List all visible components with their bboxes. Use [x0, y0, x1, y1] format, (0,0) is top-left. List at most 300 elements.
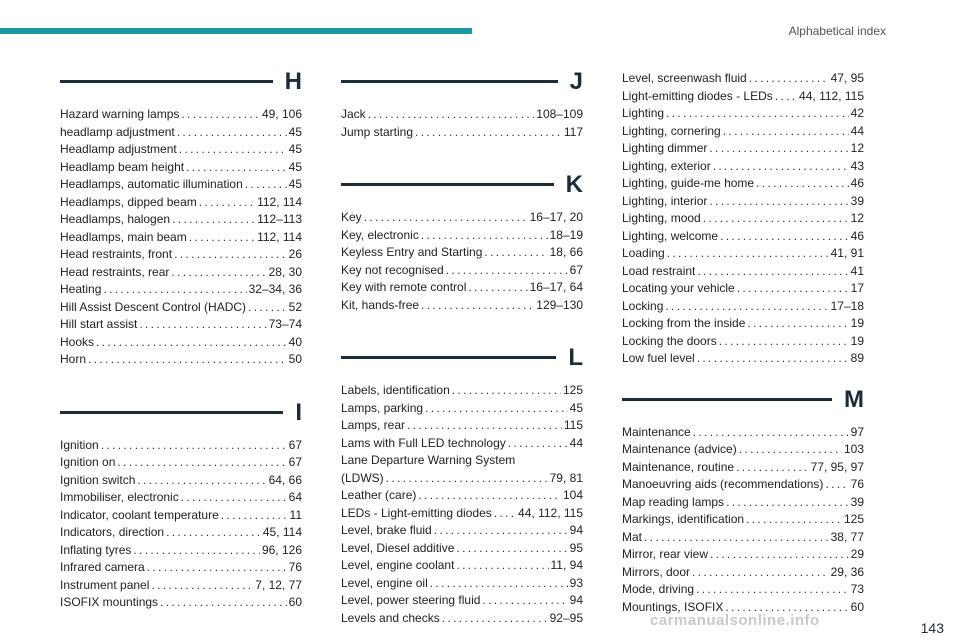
index-entry — [622, 158, 864, 176]
index-entry — [622, 333, 864, 351]
index-entry-page: 41, 91 — [830, 246, 864, 260]
index-entry-name: Hazard warning lamps — [60, 107, 180, 121]
index-entry-name: Lighting, mood — [622, 211, 701, 225]
index-entry — [341, 279, 583, 297]
dot-leader — [221, 507, 288, 525]
index-entry-name: LEDs - Light-emitting diodes — [341, 505, 492, 520]
index-entry-name: Maintenance, routine — [622, 459, 735, 474]
index-entry-name: Headlamps, main beam — [60, 229, 187, 244]
index-entry-name: Lighting, guide-me home — [622, 176, 755, 190]
index-entry-page: 44, 112, 115 — [799, 88, 864, 103]
index-entry — [341, 262, 583, 280]
dot-leader — [775, 88, 797, 106]
dot-leader — [166, 524, 261, 542]
index-entry-name: ISOFIX mountings — [60, 595, 159, 609]
index-entry — [60, 246, 302, 264]
index-entry-name: Lighting, interior — [622, 193, 708, 208]
index-entry-page: 45 — [288, 159, 302, 174]
section-divider — [341, 80, 558, 83]
dot-leader — [407, 417, 562, 435]
index-entry-page: 32–34, 36 — [248, 282, 302, 296]
index-entry — [622, 476, 864, 494]
index-entry-page: 18, 66 — [549, 245, 583, 259]
index-entry — [341, 540, 583, 558]
dot-leader — [186, 159, 287, 177]
section-heading — [622, 385, 864, 418]
index-entry-page: 19 — [850, 316, 864, 330]
dot-leader — [133, 542, 260, 560]
dot-leader — [245, 176, 287, 194]
index-entry — [622, 88, 864, 106]
dot-leader — [692, 564, 829, 582]
dot-leader — [117, 454, 286, 472]
index-entry-name: Leather (care) — [341, 488, 417, 502]
index-entry-name: Headlamp beam height — [60, 159, 185, 174]
dot-leader — [171, 264, 266, 282]
dot-leader — [756, 175, 849, 193]
index-entry — [341, 487, 583, 505]
dot-leader — [139, 316, 266, 334]
index-entry-name: (LDWS) — [341, 470, 384, 485]
index-entry-page: 79, 81 — [549, 470, 583, 485]
index-section — [60, 398, 302, 612]
index-entry — [341, 417, 583, 435]
dot-leader — [368, 106, 535, 124]
index-entry-name: Level, engine oil — [341, 575, 428, 590]
dot-leader — [484, 244, 547, 262]
dot-leader — [421, 297, 534, 315]
dot-leader — [88, 351, 287, 369]
index-entry-page: 76 — [850, 477, 864, 491]
index-entry — [60, 507, 302, 525]
index-entry-page: 112, 114 — [257, 229, 302, 244]
index-entry — [60, 176, 302, 194]
dot-leader — [442, 610, 548, 628]
index-entry — [341, 244, 583, 262]
section-heading — [341, 344, 583, 376]
index-entry-page: 44 — [569, 435, 583, 450]
index-entry — [622, 193, 864, 211]
index-entry — [60, 577, 302, 595]
index-entry — [622, 70, 864, 88]
index-entry — [622, 245, 864, 263]
index-entry-page: 94 — [569, 523, 583, 537]
section-heading — [341, 171, 583, 203]
index-entry-page: 11, 94 — [550, 558, 583, 572]
index-entry-page: 29 — [850, 547, 864, 561]
index-entry — [341, 400, 583, 418]
index-entry — [622, 564, 864, 582]
section-letter: I — [295, 398, 302, 426]
index-entry — [60, 299, 302, 317]
dot-leader — [160, 594, 287, 612]
index-entry-page: 104 — [562, 488, 583, 502]
dot-leader — [147, 559, 287, 577]
dot-leader — [746, 511, 842, 529]
dot-leader — [703, 210, 849, 228]
index-entry-page: 49, 106 — [261, 107, 302, 121]
index-entry-page: 67 — [569, 262, 583, 277]
index-entry-page: 39 — [850, 494, 864, 509]
dot-leader — [179, 141, 287, 159]
dot-leader — [101, 437, 287, 455]
index-entry — [341, 297, 583, 315]
index-entry-name: Hooks — [60, 334, 95, 349]
index-entry-name: Lighting dimmer — [622, 141, 708, 155]
dot-leader — [739, 441, 842, 459]
index-entry-name: Level, screenwash fluid — [622, 71, 747, 85]
index-entry-name: Key — [341, 210, 362, 224]
index-entry-name: Labels, identification — [341, 383, 450, 397]
index-entry-name: Indicator, coolant temperature — [60, 507, 219, 522]
index-entry-page: 44, 112, 115 — [518, 505, 583, 520]
index-entry — [60, 594, 302, 612]
index-entry-page: 76 — [288, 560, 302, 574]
index-entry-name: Key with remote control — [341, 280, 467, 294]
index-entry-page: 64, 66 — [268, 472, 302, 487]
section-letter: J — [569, 68, 583, 95]
index-entry-page: 67 — [288, 437, 302, 452]
index-entry-page: 45 — [569, 400, 583, 415]
dot-leader — [434, 522, 568, 540]
dot-leader — [825, 476, 848, 494]
index-entry-page: 43 — [850, 158, 864, 173]
dot-leader — [174, 246, 287, 264]
dot-leader — [723, 123, 849, 141]
index-entry-page: 60 — [850, 599, 864, 614]
index-entry-page: 117 — [563, 124, 583, 139]
index-entry-name: Lighting, cornering — [622, 123, 721, 138]
index-entry-name: Ignition — [60, 437, 99, 452]
index-entry-name: Low fuel level — [622, 351, 695, 365]
index-entry-page: 44 — [850, 123, 864, 138]
index-entry-name: Level, brake fluid — [341, 523, 432, 537]
index-entry-name: Load restraint — [622, 263, 696, 278]
index-entry — [60, 351, 302, 369]
index-entry-page: 89 — [850, 351, 864, 365]
index-entry-name: Lams with Full LED technology — [341, 435, 506, 450]
index-entry-page: 103 — [843, 442, 864, 456]
dot-leader — [482, 592, 567, 610]
dot-leader — [720, 228, 849, 246]
index-entry — [60, 334, 302, 352]
dot-leader — [386, 470, 548, 488]
index-entry — [622, 494, 864, 512]
index-entry-name: Level, power steering fluid — [341, 593, 481, 607]
index-entry — [60, 159, 302, 177]
section-letter: K — [565, 171, 583, 198]
dot-leader — [181, 106, 260, 124]
dot-leader — [96, 334, 287, 352]
index-entry — [60, 211, 302, 229]
index-entry-name: Locking — [622, 298, 664, 313]
index-entry-page: 19 — [850, 333, 864, 348]
index-entry — [60, 124, 302, 142]
section-heading — [341, 68, 583, 100]
index-entry-name: Jack — [341, 107, 366, 121]
dot-leader — [713, 158, 849, 176]
index-entry-page: 45 — [288, 177, 302, 191]
index-entry — [622, 511, 864, 529]
index-entry-name: Heating — [60, 282, 102, 296]
dot-leader — [456, 540, 567, 558]
index-entry — [622, 581, 864, 599]
index-entry-page: 108–109 — [536, 107, 583, 121]
index-entry — [60, 542, 302, 560]
index-entry — [341, 435, 583, 453]
dot-leader — [697, 263, 848, 281]
index-entry — [60, 454, 302, 472]
index-entry-page: 64 — [288, 490, 302, 504]
index-entry — [341, 470, 583, 488]
index-entry-page: 45 — [288, 142, 302, 156]
index-entry — [60, 281, 302, 299]
dot-leader — [719, 333, 849, 351]
index-entry-page: 50 — [288, 352, 302, 366]
watermark: carmanualsonline.info — [650, 612, 820, 629]
index-entry-name: Mirrors, door — [622, 564, 691, 579]
index-entry-name: Keyless Entry and Starting — [341, 245, 483, 259]
dot-leader — [736, 459, 809, 477]
index-entry — [622, 315, 864, 333]
index-entry-page: 38, 77 — [830, 529, 864, 544]
index-entry — [622, 263, 864, 281]
index-entry-name: Headlamps, dipped beam — [60, 194, 197, 209]
index-entry-name: Light-emitting diodes - LEDs — [622, 88, 773, 103]
index-entry — [341, 522, 583, 540]
index-entry — [622, 441, 864, 459]
index-entry — [622, 529, 864, 547]
index-entry-page: 93 — [569, 575, 583, 590]
index-section — [622, 385, 864, 617]
dot-leader — [749, 70, 829, 88]
dot-leader — [199, 194, 255, 212]
index-entry-page: 95 — [569, 540, 583, 555]
index-entry-page: 46 — [850, 228, 864, 243]
section-heading — [60, 398, 302, 431]
section-letter: M — [844, 385, 864, 413]
index-section — [341, 344, 583, 627]
dot-leader — [172, 211, 255, 229]
index-entry-page: 42 — [850, 106, 864, 120]
section-heading — [60, 68, 302, 100]
dot-leader — [456, 557, 548, 575]
index-entry-name: Indicators, direction — [60, 525, 165, 539]
index-entry-page: 115 — [563, 418, 583, 432]
index-section — [341, 68, 583, 141]
index-column-1 — [60, 68, 302, 640]
index-entry — [60, 489, 302, 507]
index-entry-name: Headlamps, halogen — [60, 212, 171, 226]
dot-leader — [415, 124, 562, 142]
index-entry — [341, 209, 583, 227]
index-section — [341, 171, 583, 314]
index-entry — [622, 105, 864, 123]
dot-leader — [446, 262, 568, 280]
index-entry-page: 60 — [288, 595, 302, 609]
index-entry-name: Maintenance (advice) — [622, 442, 737, 456]
index-entry-page: 7, 12, 77 — [255, 577, 302, 592]
index-entry-name: Markings, identification — [622, 512, 745, 526]
dot-leader — [425, 400, 568, 418]
index-entry-page: 73–74 — [268, 317, 302, 331]
index-entry-name: Hill start assist — [60, 317, 138, 331]
dot-leader — [468, 279, 527, 297]
index-entry — [60, 141, 302, 159]
index-entry-page: 52 — [288, 299, 302, 314]
index-entry — [622, 123, 864, 141]
index-section — [622, 70, 864, 368]
dot-leader — [697, 350, 849, 368]
index-entry — [622, 175, 864, 193]
section-divider — [341, 356, 556, 359]
index-entry-name: Ignition on — [60, 455, 116, 469]
index-entry-page: 12 — [850, 141, 864, 155]
index-entry-name: Locking from the inside — [622, 316, 746, 330]
index-entry-page: 125 — [562, 383, 583, 397]
index-entry — [622, 140, 864, 158]
index-entry-page: 97 — [850, 424, 864, 439]
index-entry-page: 94 — [569, 593, 583, 607]
index-entry-name: Level, engine coolant — [341, 558, 455, 572]
index-entry — [60, 524, 302, 542]
index-entry-name: Lamps, parking — [341, 400, 424, 415]
dot-leader — [508, 435, 568, 453]
index-entry — [60, 194, 302, 212]
index-entry-name: Locking the doors — [622, 333, 717, 348]
index-entry-name: Loading — [622, 246, 665, 260]
index-entry-name: Key, electronic — [341, 227, 419, 242]
index-entry — [341, 592, 583, 610]
index-entry-page: 41 — [850, 263, 864, 278]
dot-leader — [430, 575, 568, 593]
index-entry — [622, 424, 864, 442]
dot-leader — [709, 140, 848, 158]
index-entry-name: Headlamp adjustment — [60, 142, 177, 156]
page-number: 143 — [920, 620, 944, 636]
dot-leader — [696, 581, 849, 599]
index-entry — [622, 459, 864, 477]
index-entry-page: 11 — [289, 507, 302, 522]
index-entry-page: 46 — [850, 176, 864, 190]
index-entry — [341, 505, 583, 523]
index-entry-page: 16–17, 20 — [529, 210, 583, 224]
index-entry-name: Headlamps, automatic illumination — [60, 177, 243, 191]
index-entry — [60, 472, 302, 490]
index-entry — [60, 264, 302, 282]
index-column-2 — [341, 68, 583, 640]
header-accent-bar — [0, 28, 472, 34]
index-entry-name: Locating your vehicle — [622, 281, 735, 295]
dot-leader — [709, 193, 848, 211]
dot-leader — [494, 505, 516, 523]
dot-leader — [364, 209, 528, 227]
index-entry-name: Inflating tyres — [60, 542, 132, 557]
index-entry-page: 17 — [850, 281, 864, 295]
index-entry-name: Mat — [622, 529, 643, 544]
index-entry-name: Infrared camera — [60, 560, 145, 574]
dot-leader — [418, 487, 561, 505]
index-entry-page: 112–113 — [257, 212, 302, 226]
index-entry — [622, 280, 864, 298]
index-entry — [341, 382, 583, 400]
index-entry-name: Level, Diesel additive — [341, 540, 455, 555]
index-entry-page: 96, 126 — [261, 542, 302, 557]
index-entry — [622, 350, 864, 368]
index-entry — [341, 575, 583, 593]
index-entry-page: 18–19 — [549, 227, 583, 242]
section-letter: L — [568, 344, 583, 371]
index-entry — [341, 124, 583, 142]
dot-leader — [248, 299, 287, 317]
index-entry — [60, 437, 302, 455]
index-entry — [341, 106, 583, 124]
dot-leader — [137, 472, 266, 490]
index-entry-name: Lighting, welcome — [622, 228, 719, 243]
index-entry — [622, 298, 864, 316]
index-entry-name: headlamp adjustment — [60, 124, 175, 139]
index-section — [60, 68, 302, 369]
index-entry-name: Lighting, exterior — [622, 158, 711, 173]
dot-leader — [177, 124, 287, 142]
index-entry — [622, 210, 864, 228]
dot-leader — [452, 382, 561, 400]
dot-leader — [181, 489, 287, 507]
index-entry-name: Lighting — [622, 106, 665, 120]
index-entry-page: 73 — [850, 582, 864, 596]
index-entry-name: Jump starting — [341, 124, 414, 139]
index-entry — [341, 557, 583, 575]
section-letter: H — [284, 68, 302, 95]
index-entry-name: Immobiliser, electronic — [60, 490, 179, 504]
section-divider — [60, 80, 273, 83]
dot-leader — [737, 280, 849, 298]
section-divider — [622, 398, 832, 401]
index-entry-name: Mirror, rear view — [622, 547, 709, 561]
dot-leader — [710, 546, 849, 564]
dot-leader — [151, 577, 253, 595]
section-divider — [60, 411, 283, 414]
index-entry-name: Manoeuvring aids (recommendations) — [622, 477, 824, 491]
section-divider — [341, 183, 554, 186]
index-entry-page: 112, 114 — [257, 194, 302, 209]
dot-leader — [103, 281, 246, 299]
page-header-title: Alphabetical index — [788, 24, 886, 38]
index-entry-name: Map reading lamps — [622, 494, 725, 509]
index-entry-name: Levels and checks — [341, 610, 440, 625]
index-entry-page: 77, 95, 97 — [810, 459, 864, 474]
index-entry-name: Horn — [60, 352, 87, 366]
index-entry-page: 45, 114 — [262, 525, 302, 539]
index-entry-page: 92–95 — [549, 610, 583, 625]
index-entry — [60, 559, 302, 577]
index-entry-name: Head restraints, rear — [60, 264, 170, 279]
dot-leader — [726, 494, 849, 512]
index-entry-name: Kit, hands-free — [341, 297, 420, 312]
index-entry-name: Key not recognised — [341, 262, 444, 277]
dot-leader — [189, 229, 255, 247]
index-entry-page: 40 — [288, 334, 302, 349]
index-entry — [341, 227, 583, 245]
index-entry-name-line: Lane Departure Warning System — [341, 453, 516, 467]
index-entry-name: Lamps, rear — [341, 418, 406, 432]
index-entry-name: Mountings, ISOFIX — [622, 599, 724, 614]
index-entry-page: 12 — [850, 211, 864, 225]
index-entry-name: Ignition switch — [60, 472, 136, 487]
index-entry-name: Head restraints, front — [60, 247, 173, 261]
index-column-3 — [622, 70, 864, 640]
index-entry-page: 47, 95 — [830, 71, 864, 85]
